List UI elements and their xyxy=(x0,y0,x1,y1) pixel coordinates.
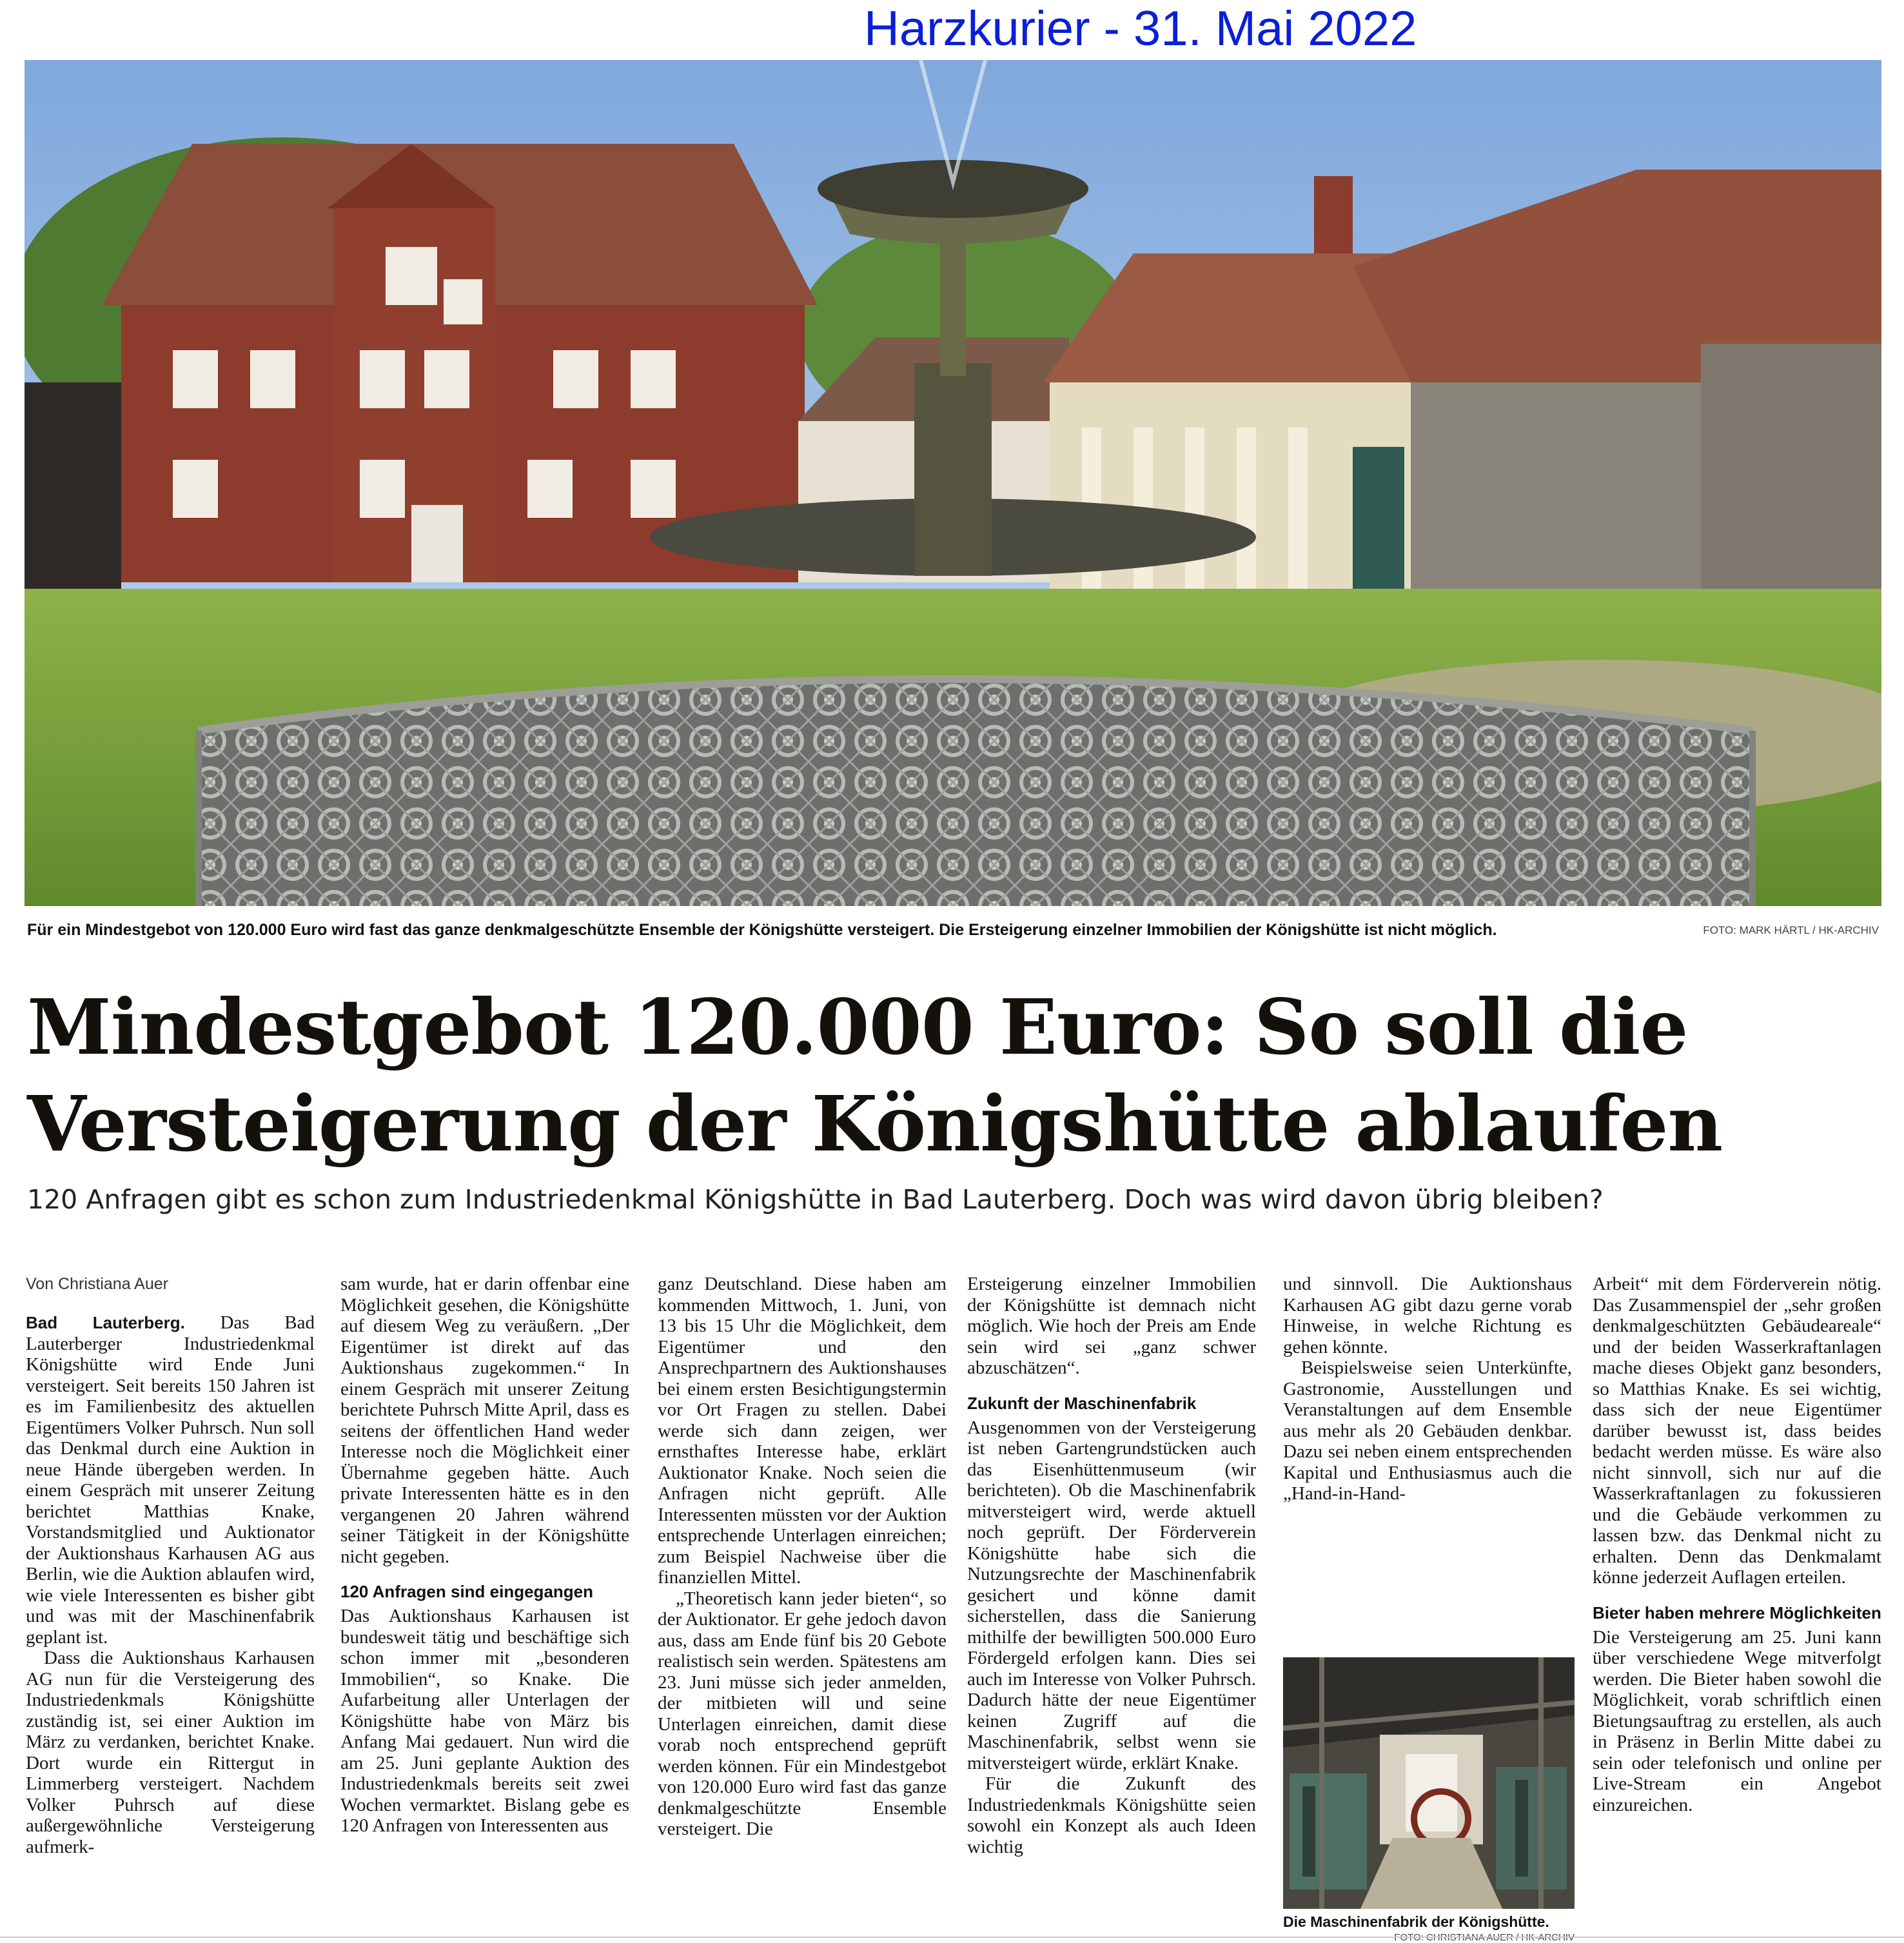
factory-interior-image xyxy=(1283,1657,1575,1909)
article-column-6 xyxy=(1593,1274,1881,1925)
headline-line-2: Versteigerung der Königshütte ablaufen xyxy=(27,1079,1723,1169)
article-paragraph: Die Versteigerung am 25. Juni kann über verschiedene Wege mitverfolgt werden. Die Bieter haben sowohl die Möglichkeit, vorab schriftlich einen Bietungsauftrag zu erstellen, als auch in Präsenz in Berlin Mitte dabei zu sein oder telefonisch und online per Live-Stream ein Angebot einzureichen. xyxy=(1593,1626,1881,1815)
photo-caption-text: Für ein Mindestgebot von 120.000 Euro wird fast das ganze denkmalgeschützte Ensemble der Königshütte versteigert. Die Ersteigerung einzelner Immobilien der Königshütte ist nicht möglich. xyxy=(27,921,1497,939)
article-paragraph: Ausgenommen von der Versteigerung ist neben Gartengrundstücken auch das Eisenhüttenmuseum (wir berichteten). Ob die Maschinenfabrik mitversteigert wird, werde aktuell noch geprüft. Der Förderverein Königshütte habe sich die Nutzungsrechte der Maschinenfabrik gesichert und könne damit sicherstellen, dass die Sanierung mithilfe der bewilligten 500.000 Euro Fördergeld erfolgen kann. Dies sei auch im Interesse von Volker Puhrsch. Dadurch hätte der neue Eigentümer keinen Zugriff auf die Maschinenfabrik, selbst wenn sie mitversteigert würde, erklärt Knake. xyxy=(967,1417,1256,1773)
fountain-scene-image xyxy=(25,60,1881,906)
section-heading: Bieter haben mehrere Möglichkeiten xyxy=(1593,1603,1881,1622)
article-column-3 xyxy=(658,1274,947,1925)
photo-credit: FOTO: MARK HÄRTL / HK-ARCHIV xyxy=(1703,924,1879,936)
bottom-rule xyxy=(0,1937,1904,1938)
article-paragraph: Ersteigerung einzelner Immobilien der Königshütte ist demnach nicht möglich. Wie hoch der Preis am Ende sein wird sei „ganz schwer abzuschätzen“. xyxy=(967,1274,1256,1378)
article-column-4 xyxy=(967,1274,1256,1925)
article-paragraph: Das Auktionshaus Karhausen ist bundesweit tätig und beschäftige sich schon immer mit „besonderen Immobilien“, so Knake. Die Aufarbeitung aller Unterlagen der Königshütte habe von März bis Anfang Mai gedauert. Nun wird die am 25. Juni geplante Auktion des Industriedenkmals bereits seit zwei Wochen vermarktet. Bislang gebe es 120 Anfragen von Interessenten aus xyxy=(340,1606,629,1836)
dateline: Bad Lauterberg. xyxy=(26,1313,185,1332)
section-heading: Zukunft der Maschinenfabrik xyxy=(967,1393,1197,1413)
headline xyxy=(27,979,1884,1172)
article-paragraph: „Theoretisch kann jeder bieten“, so der Auktionator. Er gehe jedoch davon aus, dass am Ende fünf bis 20 Gebote realistisch sein werden. Spätestens am 23. Juni müsse sich jeder anmelden, der mitbieten will und seine Unterlagen einreichen, damit diese vorab noch entsprechend geprüft werden können. Für ein Mindestgebot von 120.000 Euro wird fast das ganze denkmalgeschützte Ensemble versteigert. Die xyxy=(658,1588,947,1839)
article-paragraph: Beispielsweise seien Unterkünfte, Gastronomie, Ausstellungen und Veranstaltungen auf dem Ensemble aus mehr als 20 Gebäuden denkbar. Dazu sei neben einem entsprechenden Kapital und Enthusiasmus auch die „Hand-in-Hand- xyxy=(1283,1357,1572,1504)
figure-caption xyxy=(1283,1913,1575,1938)
article-column-2 xyxy=(340,1274,629,1925)
photo-caption xyxy=(25,918,1881,944)
byline: Von Christiana Auer xyxy=(26,1275,168,1293)
article-paragraph: ganz Deutschland. Diese haben am kommenden Mittwoch, 1. Juni, von 13 bis 15 Uhr die Möglichkeit, dem Eigentümer und den Ansprechpartnern des Auktionshauses bei einem ersten Besichtigungstermin vor Ort Fragen zu stellen. Dabei werde sich dann zeigen, wer ernsthaftes Interesse habe, erklärt Auktionator Knake. Noch seien die Anfragen nicht geprüft. Alle Interessenten müssten vor der Auktion entsprechende Unterlagen einreichen; zum Beispiel Nachweise über die finanziellen Mittel. xyxy=(658,1274,947,1588)
article-text: Das Bad Lauterberger Industriedenkmal Königshütte wird Ende Juni versteigert. Seit bereits 150 Jahren ist es im Familienbesitz des aktuellen Eigentümers Volker Puhrsch. Nun soll das Denkmal durch eine Auktion in neue Hände übergeben werden. In einem Gespräch mit unserer Zeitung berichtet Matthias Knake, Vorstandsmitglied und Auktionator der Auktionshaus Karhausen AG aus Berlin, wie die Auktion ablaufen wird, wie viele Interessenten es bisher gibt und was mit der Maschinenfabrik geplant ist. xyxy=(26,1312,315,1648)
headline-line-1: Mindestgebot 120.000 Euro: So soll die xyxy=(27,982,1688,1072)
machine-factory-photo xyxy=(1283,1657,1575,1909)
article-paragraph: Arbeit“ mit dem Förderverein nötig. Das Zusammenspiel der „sehr großen denkmalgeschützten Gebäudeareale“ und der beiden Wasserkraftanlagen mache dieses Objekt ganz besonders, so Matthias Knake. Es sei wichtig, dass sich der neue Eigentümer darüber bewusst ist, dass beides bedacht werden müsse. Es wäre also nicht sinnvoll, sich nur auf die Wasserkraftanlagen zu fokussieren und die Gebäude verkommen zu lassen bzw. das Denkmal nicht zu erhalten. Denn das Denkmalamt könne jederzeit Auflagen erteilen. xyxy=(1593,1274,1881,1588)
subheadline: 120 Anfragen gibt es schon zum Industriedenkmal Königshütte in Bad Lauterberg. Doch was wird davon übrig bleiben? xyxy=(27,1184,1604,1215)
figure-caption-text: Die Maschinenfabrik der Königshütte. xyxy=(1283,1913,1549,1930)
article-paragraph: Dass die Auktionshaus Karhausen AG nun für die Versteigerung des Industriedenkmals Königshütte zuständig ist, sei einer Auktion im März zu verdanken, berichtet Knake. Dort wurde ein Rittergut in Limmerberg versteigert. Nachdem Volker Puhrsch auf diese außergewöhnliche Versteigerung aufmerk- xyxy=(26,1648,315,1857)
article-paragraph: und sinnvoll. Die Auktionshaus Karhausen AG gibt dazu gerne vorab Hinweise, in welche Richtung es gehen könnte. xyxy=(1283,1274,1572,1357)
article-paragraph xyxy=(26,1312,315,1648)
article-column-5 xyxy=(1283,1274,1572,1635)
main-photo xyxy=(25,60,1881,906)
publication-label: Harzkurier - 31. Mai 2022 xyxy=(864,1,1417,56)
article-column-1 xyxy=(26,1274,315,1925)
article-paragraph: sam wurde, hat er darin offenbar eine Möglichkeit gesehen, die Königshütte auf diesem Weg zu veräußern. „Der Eigentümer ist direkt auf das Auktionshaus zugekommen.“ In einem Gespräch mit unserer Zeitung berichtete Puhrsch Mitte April, dass es seitens der öffentlichen Hand weder Interesse noch die Möglichkeit einer Übernahme gegeben hätte. Auch private Interessenten hätte es in den vergangenen 20 Jahren während seiner Tätigkeit in der Königshütte nicht gegeben. xyxy=(340,1274,629,1567)
section-heading: 120 Anfragen sind eingegangen xyxy=(340,1582,594,1601)
article-paragraph: Für die Zukunft des Industriedenkmals Königshütte seien sowohl ein Konzept als auch Ideen wichtig xyxy=(967,1773,1256,1857)
